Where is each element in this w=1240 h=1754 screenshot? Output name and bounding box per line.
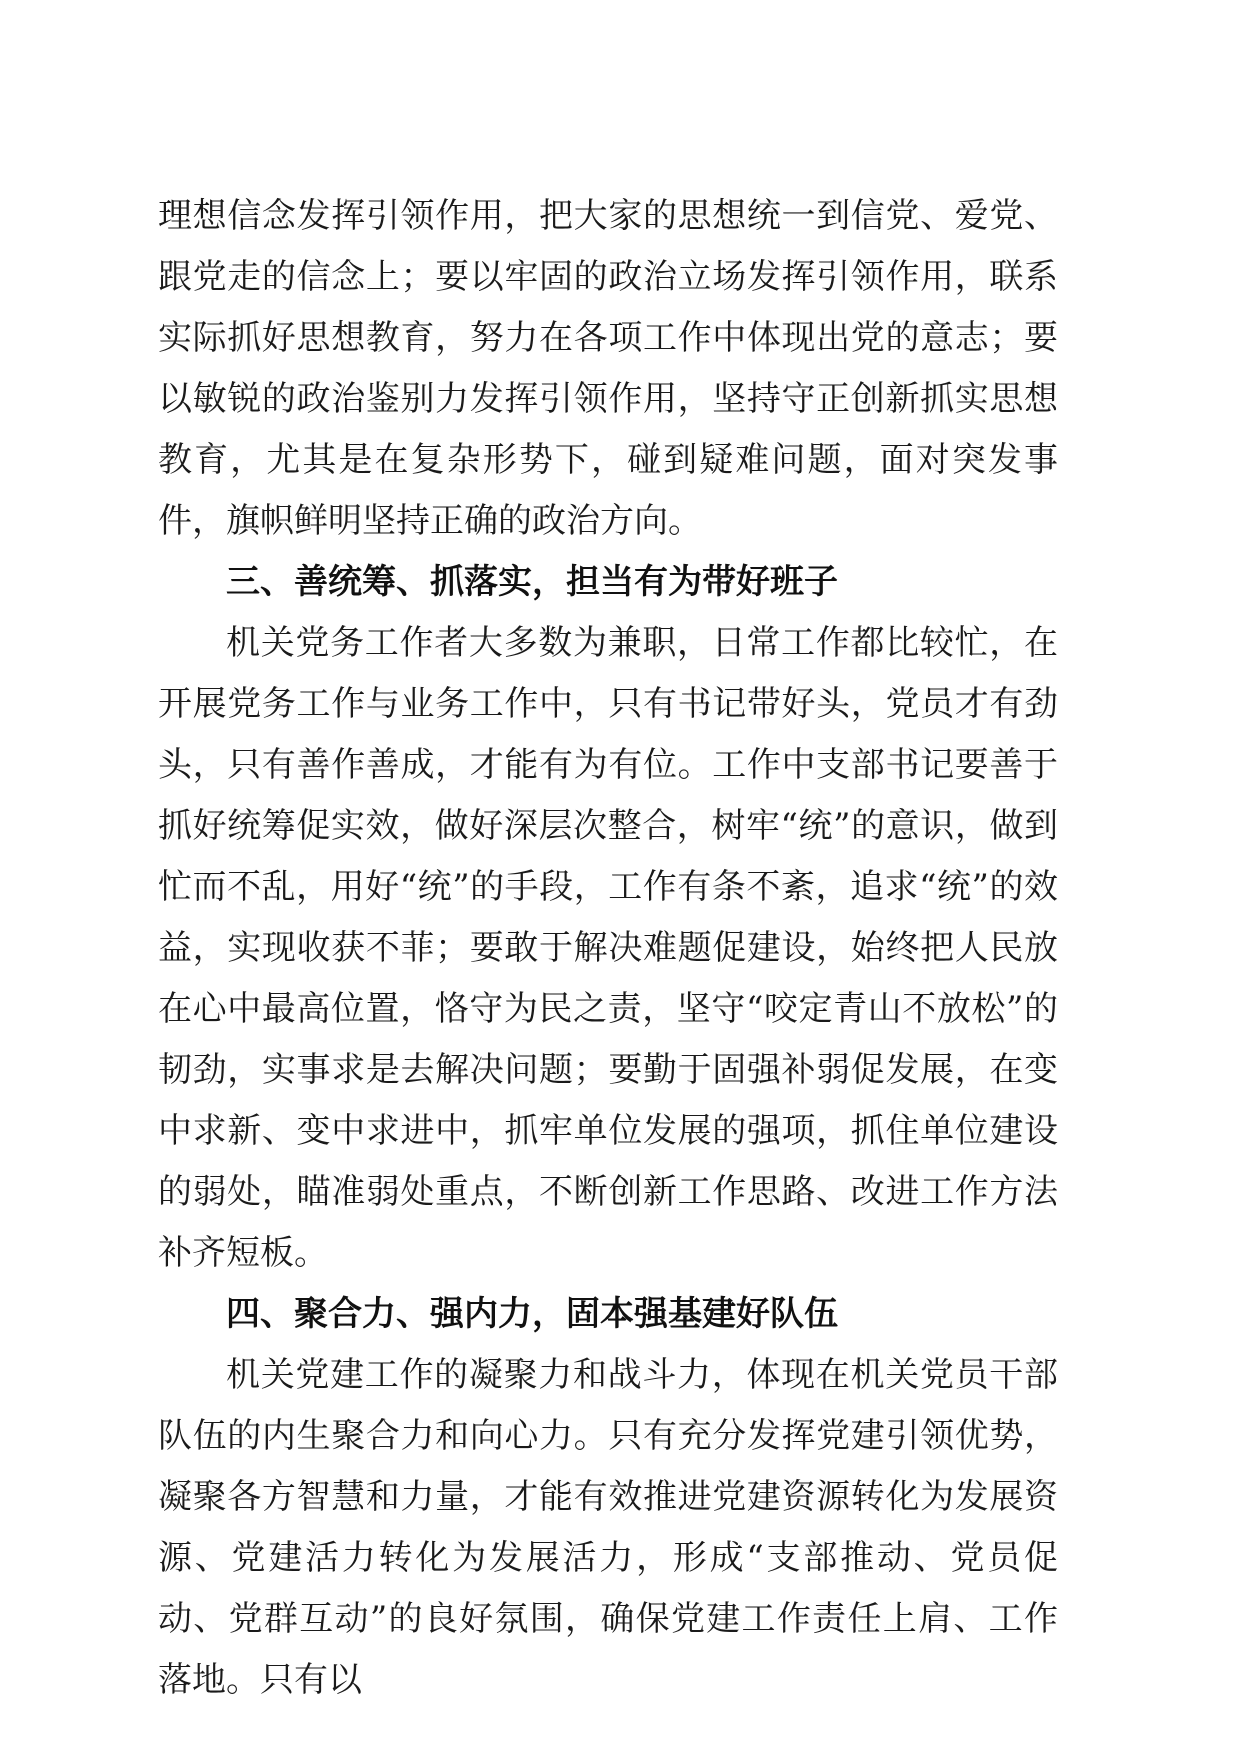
section-heading-4: 四、聚合力、强内力，固本强基建好队伍 xyxy=(226,1294,838,1334)
paragraph-continued: 理想信念发挥引领作用，把大家的思想统一到信党、爱党、跟党走的信念上；要以牢固的政治立场发挥引领作用，联系实际抓好思想教育，努力在各项工作中体现出党的意志；要以敏锐的政治鉴别力发挥引领作用，坚持守正创新抓实思想教育，尤其是在复杂形势下，碰到疑难问题，面对突发事件，旗帜鲜明坚持正确的政治方向。 xyxy=(158,196,1058,541)
section-paragraph-3: 机关党务工作者大多数为兼职，日常工作都比较忙，在开展党务工作与业务工作中，只有书记带好头，党员才有劲头，只有善作善成，才能有为有位。工作中支部书记要善于抓好统筹促实效，做好深层次整合，树牢“统”的意识，做到忙而不乱，用好“统”的手段，工作有条不紊，追求“统”的效益，实现收获不菲；要敢于解决难题促建设，始终把人民放在心中最高位置，恪守为民之责，坚守“咬定青山不放松”的韧劲，实事求是去解决问题；要勤于固强补弱促发展，在变中求新、变中求进中，抓牢单位发展的强项，抓住单位建设的弱处，瞄准弱处重点，不断创新工作思路、改进工作方法补齐短板。 xyxy=(158,623,1058,1273)
document-body xyxy=(158,186,1058,1711)
section-paragraph-4: 机关党建工作的凝聚力和战斗力，体现在机关党员干部队伍的内生聚合力和向心力。只有充分发挥党建引领优势，凝聚各方智慧和力量，才能有效推进党建资源转化为发展资源、党建活力转化为发展活力，形成“支部推动、党员促动、党群互动”的良好氛围，确保党建工作责任上肩、工作落地。只有以 xyxy=(158,1355,1058,1700)
section-heading-3: 三、善统筹、抓落实，担当有为带好班子 xyxy=(226,562,838,602)
